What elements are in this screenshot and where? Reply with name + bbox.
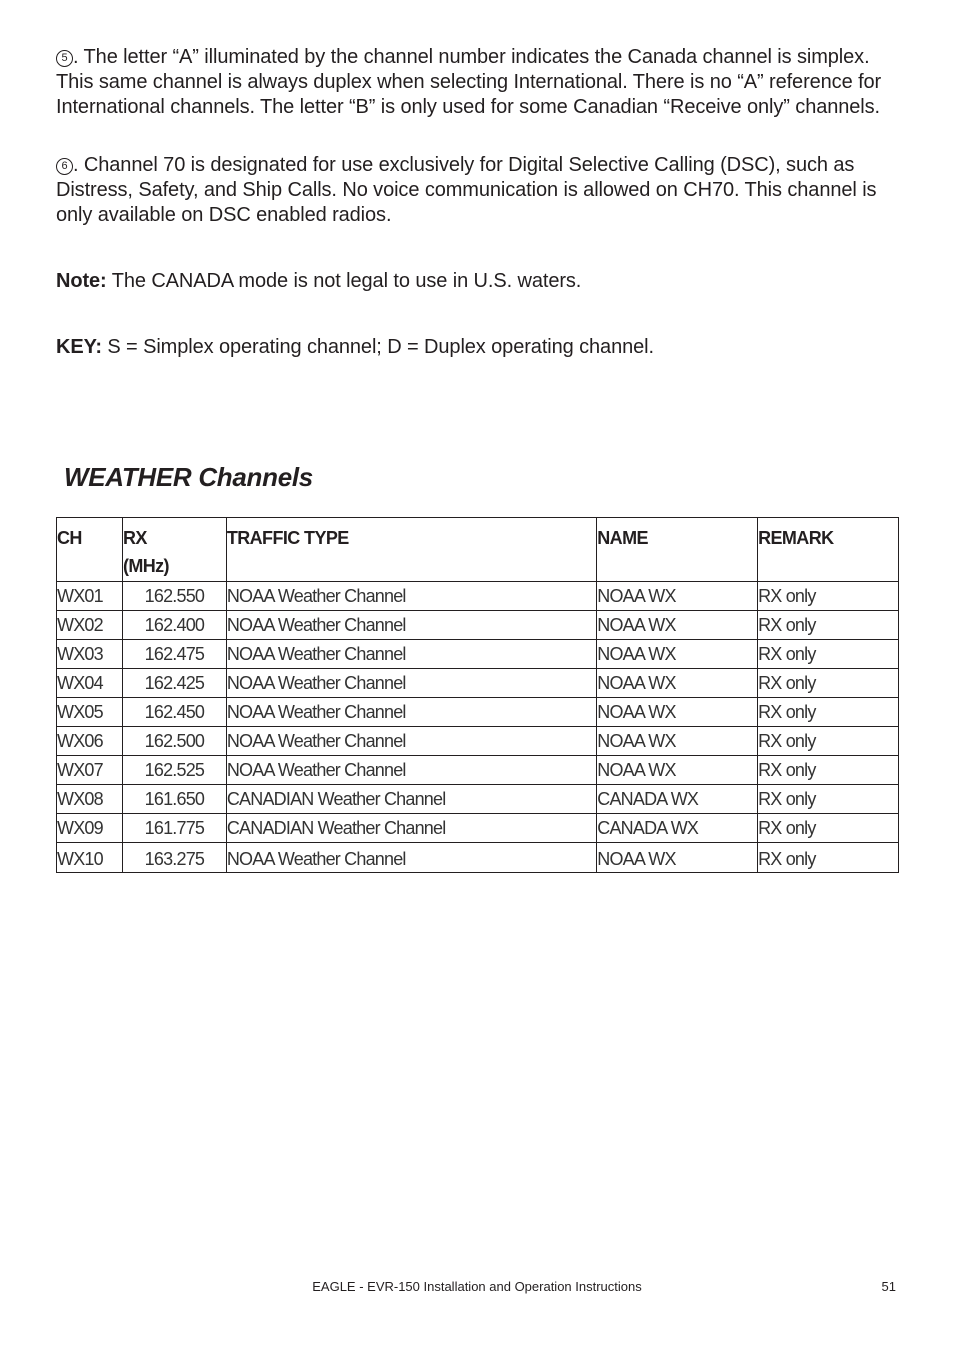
key-legend — [56, 335, 906, 360]
table-header-row — [57, 518, 899, 582]
canada-mode-note — [56, 269, 906, 294]
cell-rx: 162.475 — [122, 640, 226, 669]
cell-rx: 162.400 — [122, 611, 226, 640]
cell-traffic-type: NOAA Weather Channel — [226, 611, 596, 640]
table-row — [57, 669, 899, 698]
cell-ch: WX02 — [57, 611, 123, 640]
cell-ch: WX09 — [57, 814, 123, 843]
header-rx-line2: (MHz) — [122, 556, 169, 576]
table-row — [57, 756, 899, 785]
header-traffic-type: TRAFFIC TYPE — [226, 518, 596, 582]
cell-traffic-type: CANADIAN Weather Channel — [226, 785, 596, 814]
cell-traffic-type: NOAA Weather Channel — [226, 582, 596, 611]
cell-ch: WX04 — [57, 669, 123, 698]
number-6-circle-icon: 6 — [56, 158, 73, 175]
cell-remark: RX only — [758, 785, 899, 814]
note-label: Note: — [56, 270, 107, 292]
section-title: WEATHER Channels — [64, 462, 313, 492]
table-row — [57, 640, 899, 669]
weather-channels-table — [56, 517, 899, 873]
number-5-circle-icon: 5 — [56, 50, 73, 67]
cell-rx: 162.550 — [122, 582, 226, 611]
cell-traffic-type: NOAA Weather Channel — [226, 727, 596, 756]
cell-traffic-type: NOAA Weather Channel — [226, 698, 596, 727]
table-row — [57, 611, 899, 640]
table-row — [57, 785, 899, 814]
cell-remark: RX only — [758, 698, 899, 727]
note-6-text: . Channel 70 is designated for use exclusively for Digital Selective Calling (DSC), such as Distress, Safety, and Ship Calls. No voice communication is allowed on CH70. This channel is only available on DSC enabled radios. — [56, 154, 877, 226]
cell-rx: 162.450 — [122, 698, 226, 727]
header-rx — [122, 518, 226, 582]
table-row — [57, 814, 899, 843]
table-row — [57, 582, 899, 611]
cell-traffic-type: NOAA Weather Channel — [226, 640, 596, 669]
cell-rx: 162.525 — [122, 756, 226, 785]
cell-name: CANADA WX — [597, 814, 758, 843]
key-label: KEY: — [56, 336, 102, 358]
header-rx-line1: RX — [122, 528, 147, 548]
cell-name: NOAA WX — [597, 756, 758, 785]
cell-remark: RX only — [758, 756, 899, 785]
key-text: S = Simplex operating channel; D = Duplex operating channel. — [101, 336, 654, 358]
table-row — [57, 843, 899, 873]
table-row — [57, 727, 899, 756]
cell-name: NOAA WX — [597, 727, 758, 756]
cell-ch: WX08 — [57, 785, 123, 814]
cell-name: NOAA WX — [597, 582, 758, 611]
note-5-text: . The letter “A” illuminated by the channel number indicates the Canada channel is simplex. This same channel is always duplex when selecting International. There is no “A” reference for International channels. The letter “B” is only used for some Canadian “Receive only” channels. — [56, 46, 882, 118]
cell-ch: WX03 — [57, 640, 123, 669]
cell-rx: 161.650 — [122, 785, 226, 814]
cell-name: NOAA WX — [597, 611, 758, 640]
note-5-paragraph — [56, 45, 906, 120]
cell-remark: RX only — [758, 727, 899, 756]
cell-traffic-type: NOAA Weather Channel — [226, 756, 596, 785]
cell-traffic-type: NOAA Weather Channel — [226, 843, 596, 873]
cell-ch: WX10 — [57, 843, 123, 873]
cell-name: NOAA WX — [597, 843, 758, 873]
cell-remark: RX only — [758, 611, 899, 640]
cell-name: NOAA WX — [597, 640, 758, 669]
cell-ch: WX06 — [57, 727, 123, 756]
cell-ch: WX07 — [57, 756, 123, 785]
cell-ch: WX01 — [57, 582, 123, 611]
cell-remark: RX only — [758, 669, 899, 698]
cell-rx: 161.775 — [122, 814, 226, 843]
note-6-paragraph — [56, 153, 906, 228]
note-text: The CANADA mode is not legal to use in U.S. waters. — [106, 270, 582, 292]
cell-remark: RX only — [758, 843, 899, 873]
cell-traffic-type: NOAA Weather Channel — [226, 669, 596, 698]
cell-name: NOAA WX — [597, 669, 758, 698]
footer-title: EAGLE - EVR-150 Installation and Operation Instructions — [312, 1279, 642, 1294]
header-name: NAME — [597, 518, 758, 582]
page-number: 51 — [881, 1279, 896, 1294]
cell-remark: RX only — [758, 640, 899, 669]
cell-rx: 162.500 — [122, 727, 226, 756]
cell-name: NOAA WX — [597, 698, 758, 727]
cell-rx: 163.275 — [122, 843, 226, 873]
header-ch: CH — [57, 518, 123, 582]
cell-ch: WX05 — [57, 698, 123, 727]
cell-traffic-type: CANADIAN Weather Channel — [226, 814, 596, 843]
cell-rx: 162.425 — [122, 669, 226, 698]
cell-name: CANADA WX — [597, 785, 758, 814]
header-remark: REMARK — [758, 518, 899, 582]
cell-remark: RX only — [758, 582, 899, 611]
cell-remark: RX only — [758, 814, 899, 843]
table-row — [57, 698, 899, 727]
